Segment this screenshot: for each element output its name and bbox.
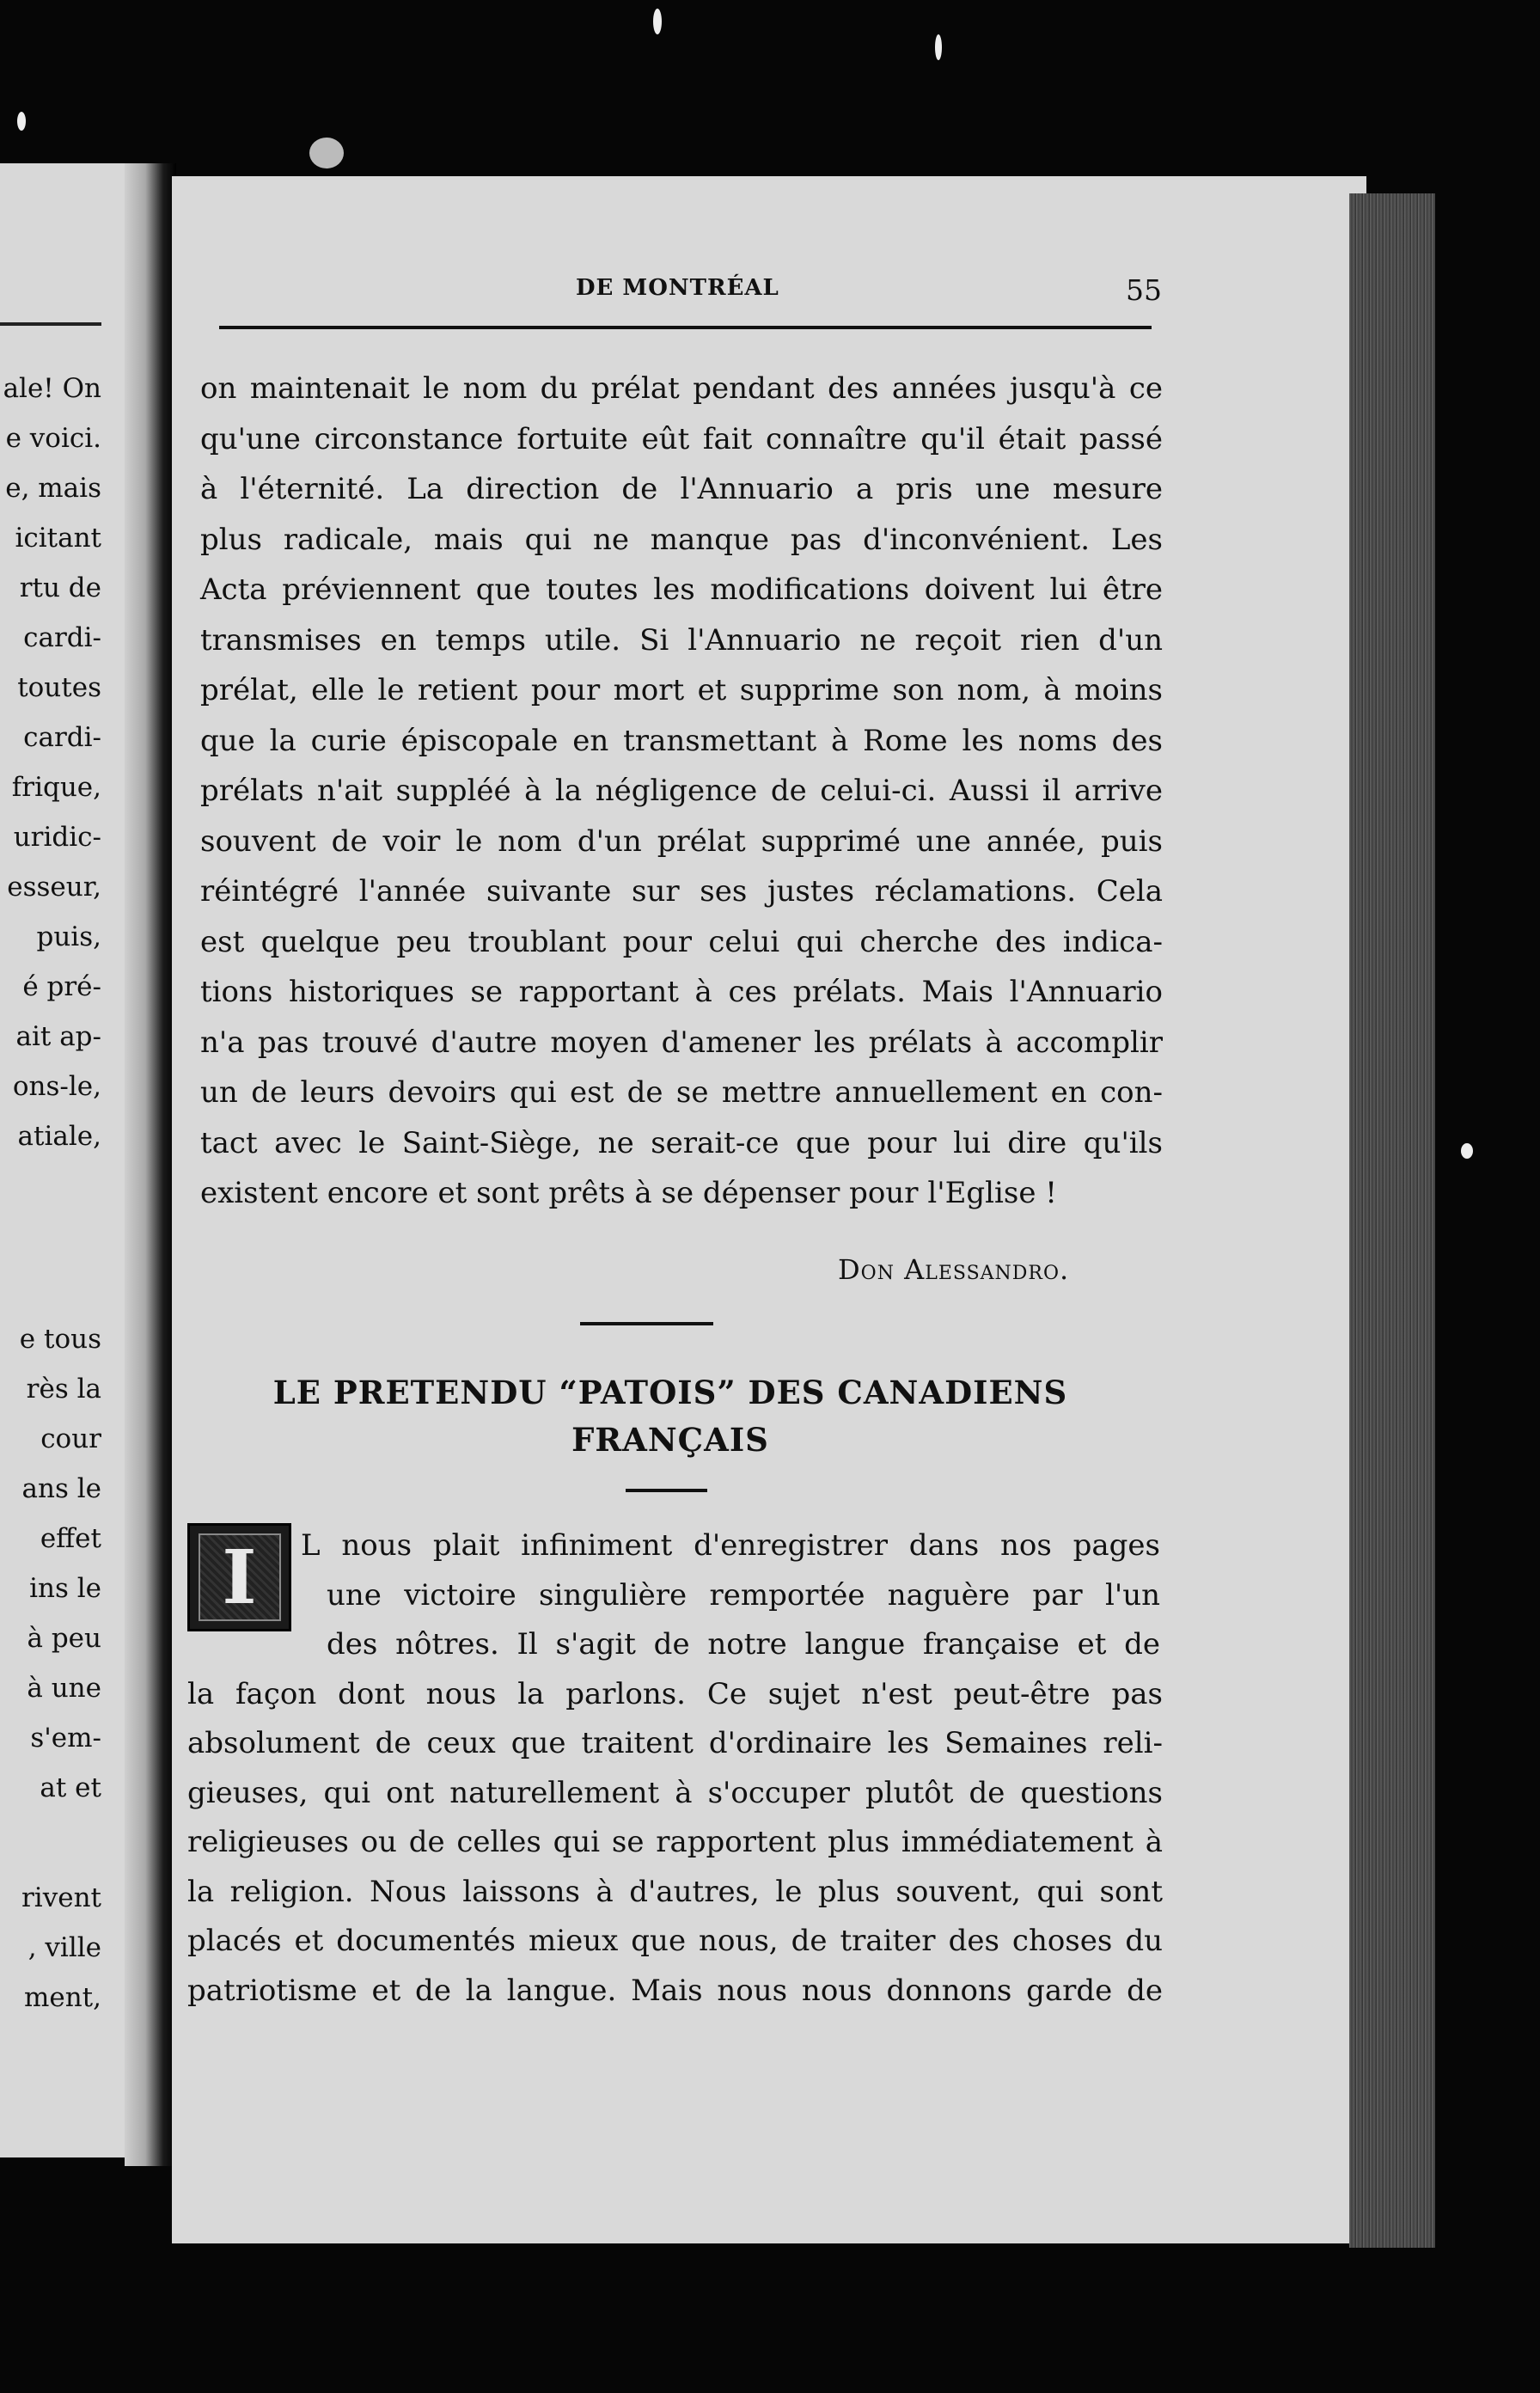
page-block-edge (1349, 193, 1435, 2248)
left-page-line: e tous (19, 1324, 101, 1355)
left-page-line: esseur, (7, 872, 101, 903)
body-line: tact avec le Saint-Siège, ne serait-ce que pour lui dire qu'ils (200, 1125, 1163, 1160)
body-line: prélat, elle le retient pour mort et supprime son nom, à moins (200, 673, 1163, 707)
left-page-line: ment, (23, 1982, 101, 2013)
dust-speck (935, 34, 942, 60)
left-page-line: s'em- (30, 1723, 101, 1753)
left-page-line: ins le (29, 1573, 101, 1604)
left-page-line: e, mais (5, 473, 101, 504)
body-line: patriotisme et de la langue. Mais nous nous donnons garde de (187, 1973, 1163, 2008)
article-title-line-1: LE PRETENDU “PATOIS” DES CANADIENS (272, 1374, 1068, 1411)
left-page-line: ait ap- (15, 1021, 101, 1052)
body-line: plus radicale, mais qui ne manque pas d'inconvénient. Les (200, 522, 1163, 557)
body-line: prélats n'ait suppléé à la négligence de celui-ci. Aussi il arrive (200, 774, 1163, 808)
left-page-line: , ville (28, 1932, 101, 1963)
left-page-line: effet (40, 1523, 101, 1554)
running-header: DE MONTRÉAL (576, 275, 779, 301)
body-line: un de leurs devoirs qui est de se mettre annuellement en con- (200, 1075, 1163, 1110)
left-page-line: atiale, (17, 1121, 101, 1152)
left-page-line: rivent (21, 1882, 101, 1913)
body-line: une victoire singulière remportée naguère par l'un (327, 1577, 1160, 1613)
left-page-line: ans le (21, 1473, 101, 1504)
body-line: religieuses ou de celles qui se rapportent plus immédiatement à (187, 1825, 1163, 1859)
left-page-line: cour (40, 1423, 101, 1454)
left-page-line: à une (27, 1673, 101, 1704)
left-page-line: cardi- (23, 622, 101, 653)
left-page-line: icitant (15, 523, 101, 554)
body-line: est quelque peu troublant pour celui qui cherche des indica- (200, 924, 1163, 959)
body-line: la façon dont nous la parlons. Ce sujet n'est peut-être pas (187, 1676, 1163, 1711)
body-line: la religion. Nous laissons à d'autres, le plus souvent, qui sont (187, 1874, 1163, 1909)
body-line: à l'éternité. La direction de l'Annuario a pris une mesure (200, 472, 1163, 506)
ornamental-drop-cap (187, 1523, 291, 1631)
body-line: gieuses, qui ont naturellement à s'occuper plutôt de questions (187, 1775, 1163, 1810)
dust-speck (17, 112, 26, 131)
author-signature: Don Alessandro. (838, 1253, 1070, 1286)
body-line: Acta préviennent que toutes les modifications doivent lui être (200, 572, 1163, 607)
left-page-line: é pré- (22, 971, 101, 1002)
left-page-line: e voici. (5, 423, 101, 454)
article-title-line-2: FRANÇAIS (571, 1421, 769, 1459)
body-line: réintégré l'année suivante sur ses justes réclamations. Cela (200, 874, 1163, 909)
body-line: transmises en temps utile. Si l'Annuario ne reçoit rien d'un (200, 622, 1163, 658)
body-line: des nôtres. Il s'agit de notre langue française et de (327, 1627, 1160, 1662)
left-page-line: toutes (17, 672, 101, 703)
section-divider (580, 1322, 713, 1325)
title-divider (626, 1489, 707, 1492)
body-line: que la curie épiscopale en transmettant à Rome les noms des (200, 723, 1163, 758)
left-page-line: à peu (27, 1623, 101, 1654)
dust-speck (309, 138, 344, 168)
page-number: 55 (1126, 273, 1162, 307)
dust-speck (1461, 1143, 1473, 1159)
header-rule (219, 326, 1152, 329)
left-page-line: ons-le, (12, 1071, 101, 1102)
drop-cap-letter: I (199, 1533, 281, 1621)
left-page-line: frique, (11, 772, 101, 803)
body-line: L nous plait infiniment d'enregistrer dans nos pages (301, 1528, 1160, 1563)
body-line: souvent de voir le nom d'un prélat supprimé une année, puis (200, 823, 1163, 859)
left-page-line: uridic- (13, 822, 101, 853)
left-page-line: rès la (26, 1374, 101, 1405)
book-gutter (125, 163, 176, 2166)
left-page-line: ale! On (3, 373, 101, 404)
body-line: tions historiques se rapportant à ces prélats. Mais l'Annuario (200, 975, 1163, 1009)
body-line: existent encore et sont prêts à se dépenser pour l'Eglise ! (200, 1176, 1057, 1210)
left-page-line: cardi- (23, 722, 101, 753)
left-page-line: at et (40, 1772, 101, 1803)
body-line: placés et documentés mieux que nous, de traiter des choses du (187, 1924, 1163, 1958)
body-line: qu'une circonstance fortuite eût fait connaître qu'il était passé (200, 421, 1163, 456)
left-page-line: puis, (36, 921, 101, 952)
left-page-header-rule (0, 322, 101, 326)
body-line: n'a pas trouvé d'autre moyen d'amener les prélats à accomplir (200, 1025, 1163, 1060)
dust-speck (653, 9, 662, 34)
left-page-line: rtu de (19, 572, 101, 603)
body-line: on maintenait le nom du prélat pendant des années jusqu'à ce (200, 371, 1163, 406)
body-line: absolument de ceux que traitent d'ordinaire les Semaines reli- (187, 1726, 1163, 1760)
